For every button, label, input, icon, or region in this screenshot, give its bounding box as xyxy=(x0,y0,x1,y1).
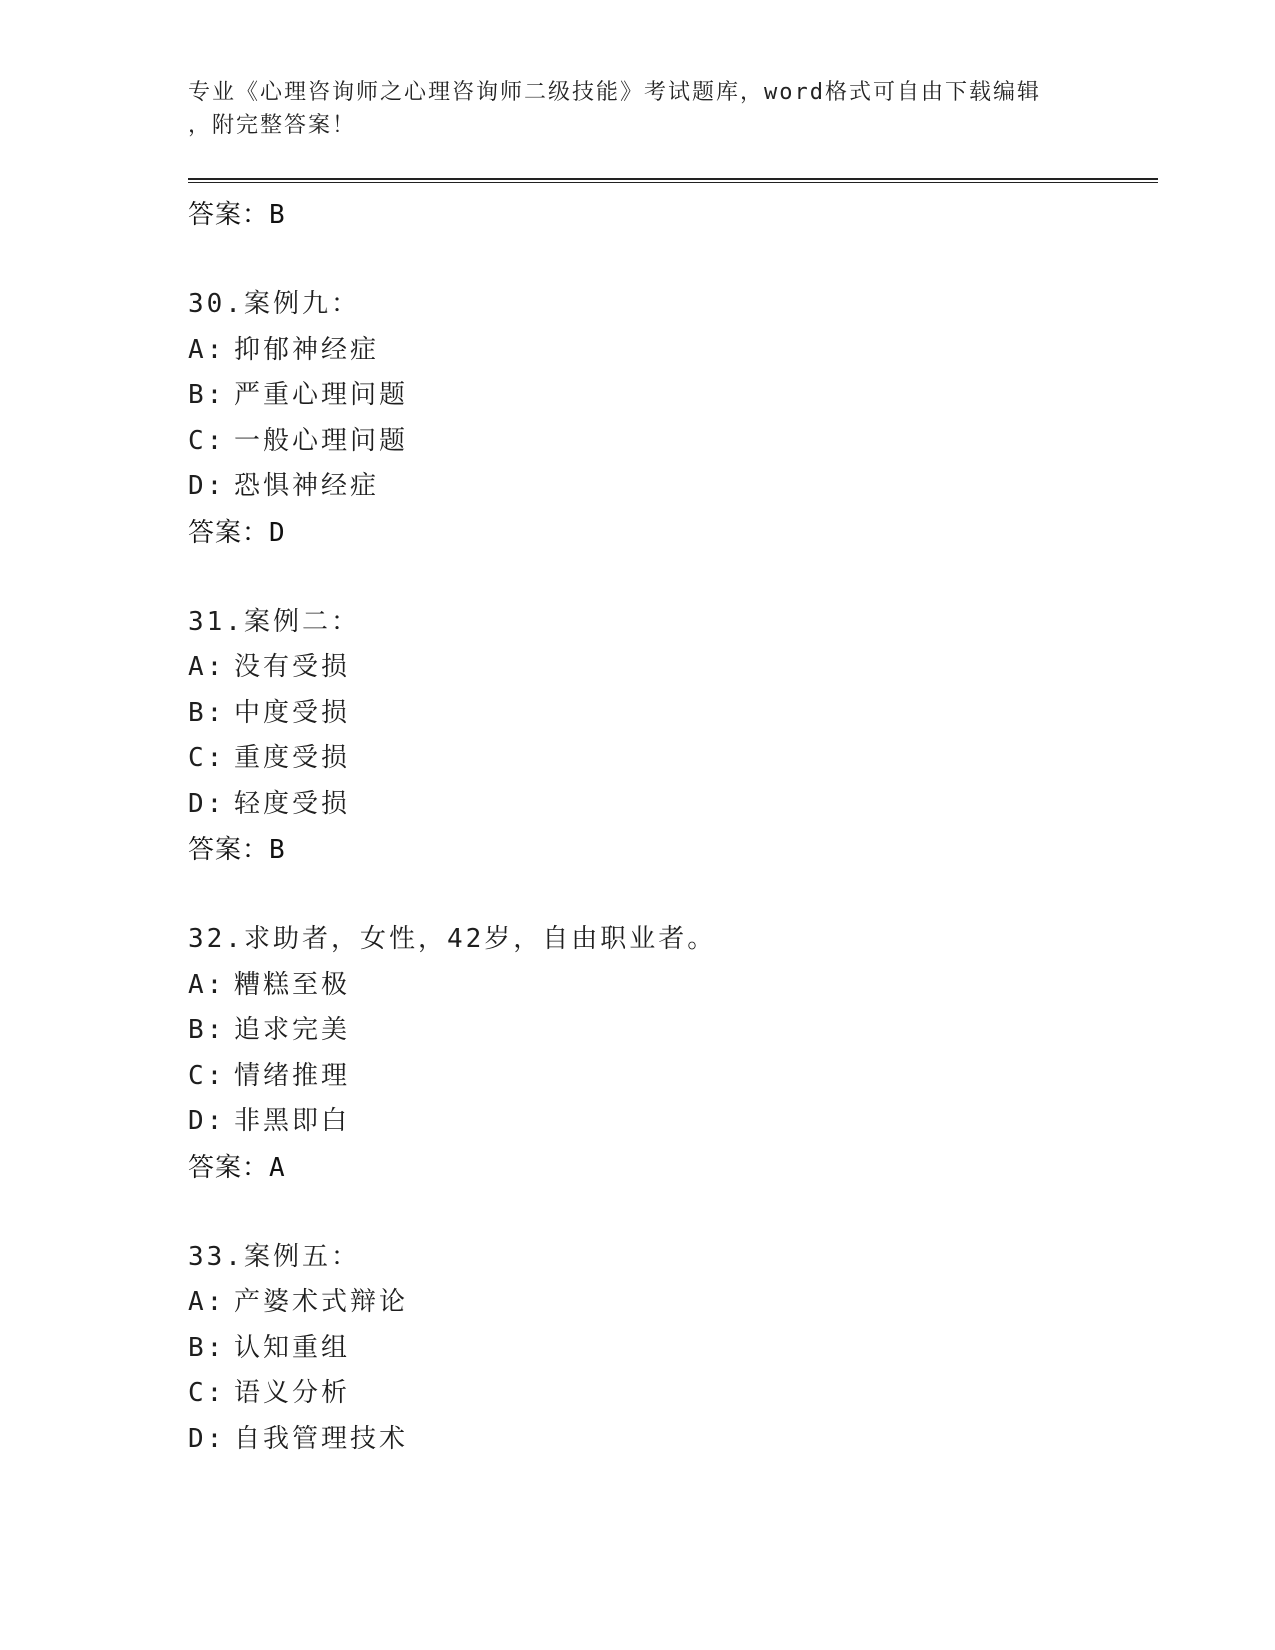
option-key: B: xyxy=(188,1015,226,1045)
answer-value: A xyxy=(269,1152,286,1183)
question-list xyxy=(188,192,1148,1462)
option-text: 没有受损 xyxy=(234,652,351,682)
question-title: 33.案例五： xyxy=(188,1241,360,1272)
option-text: 语义分析 xyxy=(234,1378,351,1408)
option-a xyxy=(188,963,1148,1009)
option-key: D: xyxy=(188,1106,226,1136)
option-key: B: xyxy=(188,1332,226,1363)
header-divider xyxy=(188,178,1158,183)
answer-line xyxy=(188,510,1148,556)
option-b xyxy=(188,1326,1148,1372)
option-c xyxy=(188,1054,1148,1100)
option-text: 糟糕至极 xyxy=(234,969,351,1000)
answer-line xyxy=(188,1145,1148,1191)
header-line-1: 专业《心理咨询师之心理咨询师二级技能》考试题库，word格式可自由下载编辑 xyxy=(188,80,1041,105)
option-b xyxy=(188,1008,1148,1054)
question-title: 30.案例九： xyxy=(188,289,360,319)
spacer xyxy=(188,873,1148,917)
answer-label: 答案： xyxy=(188,200,270,230)
option-text: 情绪推理 xyxy=(234,1060,351,1091)
option-d xyxy=(188,464,1148,510)
spacer xyxy=(188,556,1148,600)
option-d xyxy=(188,1417,1148,1463)
option-key: B: xyxy=(188,380,226,410)
question-title: 31.案例二： xyxy=(188,606,360,637)
option-text: 重度受损 xyxy=(234,743,351,773)
question-title: 32.求助者，女性，42岁，自由职业者。 xyxy=(188,924,717,954)
option-a xyxy=(188,328,1148,374)
answer-value: B xyxy=(269,835,286,865)
answer-label: 答案： xyxy=(188,517,270,548)
option-key: C: xyxy=(188,1060,226,1091)
option-text: 恐惧神经症 xyxy=(234,471,380,501)
option-key: B: xyxy=(188,697,226,728)
option-d xyxy=(188,1099,1148,1145)
question-block xyxy=(188,282,1148,556)
option-text: 一般心理问题 xyxy=(234,425,409,456)
spacer xyxy=(188,238,1148,282)
option-key: A: xyxy=(188,652,226,682)
option-text: 抑郁神经症 xyxy=(234,334,380,365)
option-text: 中度受损 xyxy=(234,697,351,728)
answer-line xyxy=(188,192,1148,238)
option-c xyxy=(188,1371,1148,1417)
option-key: C: xyxy=(188,1378,226,1408)
question-block xyxy=(188,1235,1148,1463)
option-b xyxy=(188,373,1148,419)
option-b xyxy=(188,691,1148,737)
option-key: A: xyxy=(188,334,226,365)
answer-label: 答案： xyxy=(188,835,270,865)
option-a xyxy=(188,645,1148,691)
document-header xyxy=(188,76,1088,142)
option-key: D: xyxy=(188,1423,226,1454)
header-line-2: ，附完整答案！ xyxy=(188,113,357,138)
answer-line xyxy=(188,827,1148,873)
answer-label: 答案： xyxy=(188,1152,270,1183)
option-text: 产婆术式辩论 xyxy=(234,1287,409,1317)
option-key: C: xyxy=(188,743,226,773)
option-text: 严重心理问题 xyxy=(234,380,409,410)
option-key: A: xyxy=(188,1287,226,1317)
option-d xyxy=(188,782,1148,828)
option-text: 认知重组 xyxy=(234,1332,351,1363)
answer-value: D xyxy=(269,517,286,548)
option-text: 非黑即白 xyxy=(234,1106,351,1136)
option-c xyxy=(188,419,1148,465)
question-block xyxy=(188,917,1148,1191)
option-a xyxy=(188,1280,1148,1326)
option-text: 追求完美 xyxy=(234,1015,351,1045)
option-text: 轻度受损 xyxy=(234,788,351,819)
option-key: D: xyxy=(188,788,226,819)
answer-value: B xyxy=(269,200,286,230)
option-key: C: xyxy=(188,425,226,456)
option-c xyxy=(188,736,1148,782)
question-block xyxy=(188,600,1148,874)
spacer xyxy=(188,1191,1148,1235)
option-key: D: xyxy=(188,471,226,501)
option-text: 自我管理技术 xyxy=(234,1423,409,1454)
option-key: A: xyxy=(188,969,226,1000)
